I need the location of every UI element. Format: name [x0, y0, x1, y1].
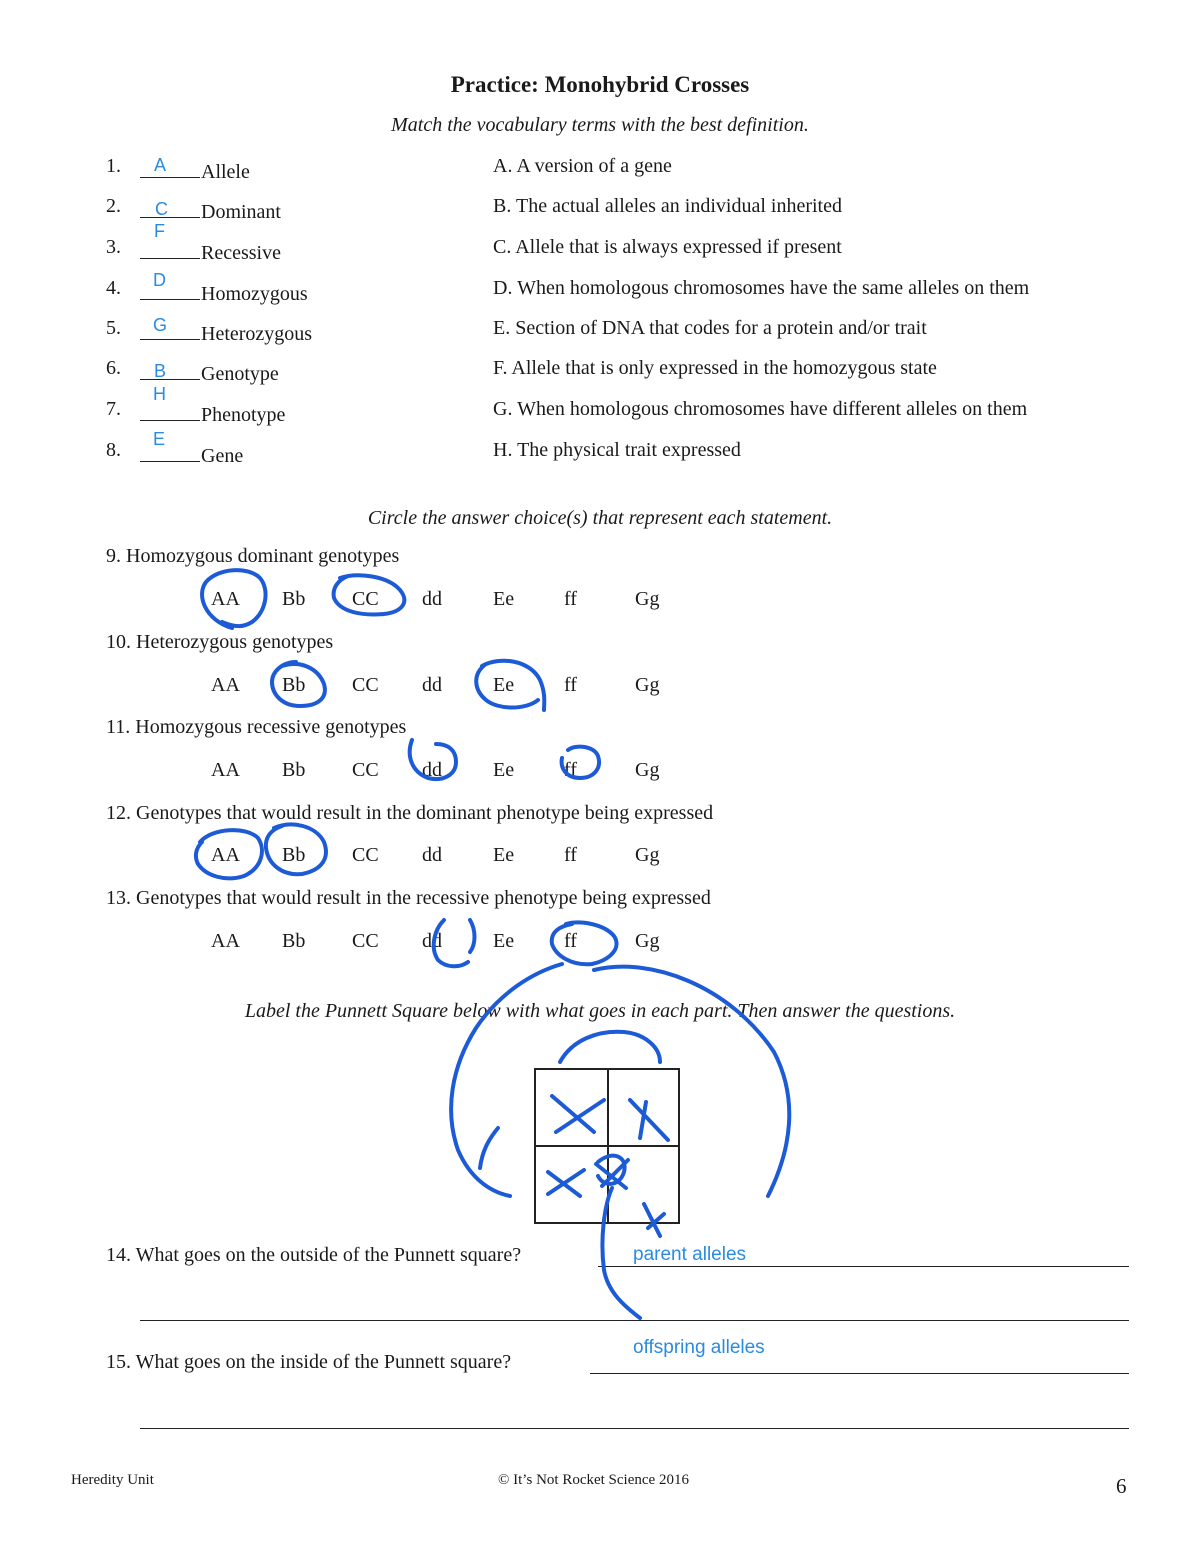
answer-blank[interactable] — [140, 236, 200, 259]
question-15-prompt: 15. What goes on the inside of the Punnett square? — [106, 1351, 512, 1373]
vocab-number: 3. — [106, 236, 121, 258]
genotype-option[interactable]: dd — [422, 844, 442, 866]
genotype-option[interactable]: Gg — [635, 759, 660, 781]
definition: F. Allele that is only expressed in the homozygous state — [493, 357, 937, 379]
genotype-option[interactable]: Ee — [493, 844, 515, 866]
genotype-option[interactable]: Ee — [493, 930, 515, 952]
filled-answer: C — [155, 199, 168, 219]
filled-answer: F — [154, 221, 165, 241]
genotype-option[interactable]: Gg — [635, 844, 660, 866]
genotype-option[interactable]: ff — [564, 674, 577, 696]
punnett-square — [534, 1068, 680, 1224]
vocab-term: Dominant — [140, 195, 281, 224]
answer-line[interactable] — [598, 1266, 1129, 1267]
pointer-stroke — [480, 1128, 498, 1168]
genotype-option[interactable]: Bb — [282, 844, 306, 866]
filled-answer: G — [153, 315, 168, 335]
question-15-answer: offspring alleles — [633, 1337, 765, 1358]
vocab-term: Homozygous — [140, 277, 308, 306]
page-title: Practice: Monohybrid Crosses — [450, 72, 750, 97]
punnett-divider — [536, 1145, 678, 1147]
vocab-term: Phenotype — [140, 398, 285, 427]
definition: H. The physical trait expressed — [493, 439, 741, 461]
genotype-option[interactable]: CC — [352, 674, 379, 696]
definition: B. The actual alleles an individual inherited — [493, 195, 842, 217]
vocab-number: 2. — [106, 195, 121, 217]
vocab-number: 1. — [106, 155, 121, 177]
definition: C. Allele that is always expressed if present — [493, 236, 842, 258]
vocab-term: Gene — [140, 439, 243, 468]
answer-blank[interactable] — [140, 439, 200, 462]
answer-blank[interactable] — [140, 398, 200, 421]
footer-unit: Heredity Unit — [71, 1472, 154, 1488]
vocab-number: 6. — [106, 357, 121, 379]
genotype-option[interactable]: ff — [564, 930, 577, 952]
genotype-option[interactable]: AA — [211, 588, 240, 610]
genotype-option[interactable]: dd — [422, 674, 442, 696]
vocab-number: 7. — [106, 398, 121, 420]
filled-answer: B — [154, 361, 167, 381]
definition: A. A version of a gene — [493, 155, 672, 177]
answer-line[interactable] — [590, 1373, 1129, 1374]
genotype-option[interactable]: Ee — [493, 759, 515, 781]
definition: E. Section of DNA that codes for a protein and/or trait — [493, 317, 927, 339]
answer-blank[interactable] — [140, 357, 200, 380]
genotype-option[interactable]: CC — [352, 930, 379, 952]
answer-line[interactable] — [140, 1320, 1129, 1321]
vocab-number: 8. — [106, 439, 121, 461]
circle-instruction: Circle the answer choice(s) that represent each statement. — [367, 507, 833, 529]
filled-answer: D — [153, 270, 166, 290]
genotype-option[interactable]: CC — [352, 759, 379, 781]
question-prompt: 13. Genotypes that would result in the recessive phenotype being expressed — [106, 887, 711, 909]
genotype-option[interactable]: Ee — [493, 674, 515, 696]
pointer-stroke — [560, 1032, 660, 1062]
question-prompt: 11. Homozygous recessive genotypes — [106, 716, 407, 738]
filled-answer: E — [153, 429, 166, 449]
genotype-option[interactable]: AA — [211, 844, 240, 866]
genotype-option[interactable]: ff — [564, 588, 577, 610]
answer-blank[interactable] — [140, 155, 200, 178]
genotype-option[interactable]: ff — [564, 759, 577, 781]
vocab-term: Allele — [140, 155, 250, 184]
genotype-option[interactable]: ff — [564, 844, 577, 866]
vocab-number: 5. — [106, 317, 121, 339]
question-prompt: 9. Homozygous dominant genotypes — [106, 545, 400, 567]
genotype-option[interactable]: CC — [352, 588, 379, 610]
genotype-option[interactable]: AA — [211, 930, 240, 952]
vocab-term: Genotype — [140, 357, 279, 386]
answer-blank[interactable] — [140, 317, 200, 340]
genotype-option[interactable]: Gg — [635, 930, 660, 952]
genotype-option[interactable]: Bb — [282, 759, 306, 781]
genotype-option[interactable]: Gg — [635, 674, 660, 696]
answer-blank[interactable] — [140, 195, 200, 218]
filled-answer: A — [154, 155, 167, 175]
genotype-option[interactable]: AA — [211, 759, 240, 781]
footer-copyright: © It’s Not Rocket Science 2016 — [498, 1472, 689, 1488]
genotype-option[interactable]: dd — [422, 759, 442, 781]
genotype-option[interactable]: Ee — [493, 588, 515, 610]
question-prompt: 12. Genotypes that would result in the dominant phenotype being expressed — [106, 802, 714, 824]
page-number: 6 — [1116, 1474, 1127, 1498]
definition: D. When homologous chromosomes have the same alleles on them — [493, 277, 1030, 299]
match-instruction: Match the vocabulary terms with the best definition. — [391, 114, 809, 136]
punnett-instruction: Label the Punnett Square below with what goes in each part. Then answer the questions. — [244, 1000, 956, 1022]
genotype-option[interactable]: CC — [352, 844, 379, 866]
genotype-option[interactable]: dd — [422, 588, 442, 610]
answer-line[interactable] — [140, 1428, 1129, 1429]
filled-answer: H — [153, 384, 166, 404]
genotype-option[interactable]: Bb — [282, 588, 306, 610]
definition: G. When homologous chromosomes have different alleles on them — [493, 398, 1028, 420]
genotype-option[interactable]: Gg — [635, 588, 660, 610]
question-14-answer: parent alleles — [633, 1244, 747, 1265]
circle-mark — [552, 923, 617, 965]
genotype-option[interactable]: Bb — [282, 674, 306, 696]
vocab-term: Recessive — [140, 236, 281, 265]
question-14-prompt: 14. What goes on the outside of the Punnett square? — [106, 1244, 522, 1266]
answer-blank[interactable] — [140, 277, 200, 300]
vocab-number: 4. — [106, 277, 121, 299]
genotype-option[interactable]: AA — [211, 674, 240, 696]
genotype-option[interactable]: Bb — [282, 930, 306, 952]
vocab-term: Heterozygous — [140, 317, 312, 346]
question-prompt: 10. Heterozygous genotypes — [106, 631, 334, 653]
genotype-option[interactable]: dd — [422, 930, 442, 952]
